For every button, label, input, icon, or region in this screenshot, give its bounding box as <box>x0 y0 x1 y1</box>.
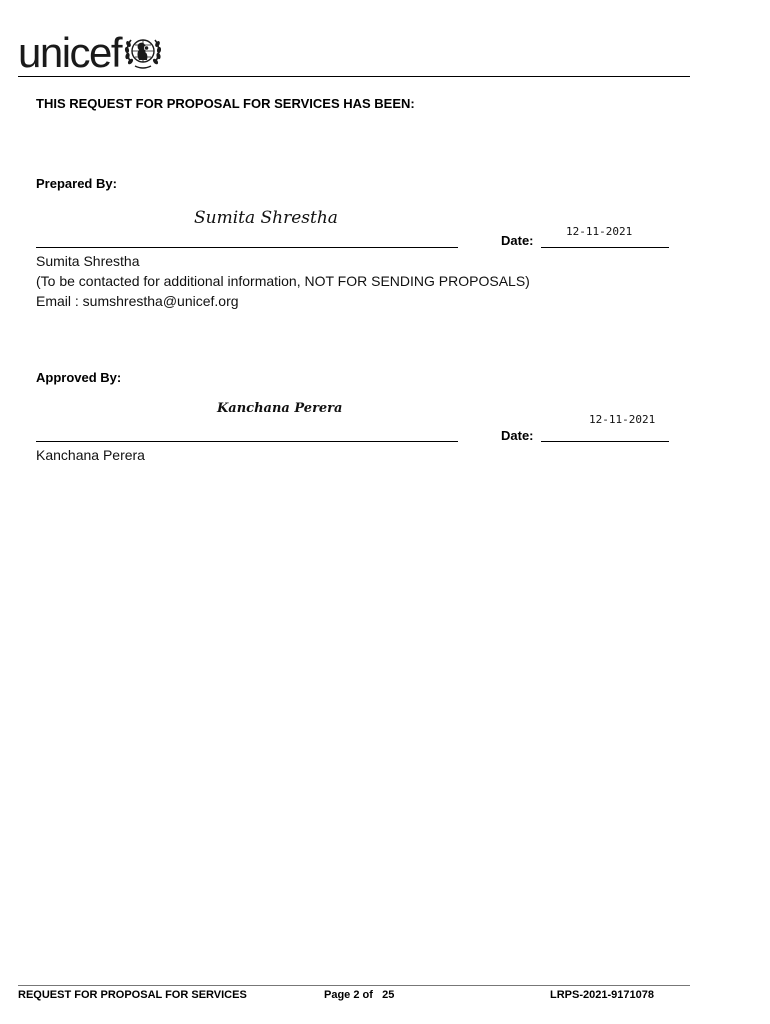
prepared-date-line <box>541 247 669 248</box>
document-heading: THIS REQUEST FOR PROPOSAL FOR SERVICES HAS BEEN: <box>36 96 415 111</box>
logo-wordmark: unicef <box>18 29 122 76</box>
header-divider <box>18 76 690 77</box>
prepared-signature-line <box>36 247 458 248</box>
footer-document-title: REQUEST FOR PROPOSAL FOR SERVICES <box>18 989 247 1001</box>
prepared-date-value: 12-11-2021 <box>566 225 633 238</box>
approved-name: Kanchana Perera <box>36 447 145 463</box>
approved-signature-line <box>36 441 458 442</box>
prepared-signature: Sumita Shrestha <box>194 208 338 228</box>
approved-signature: Kanchana Perera <box>217 401 343 416</box>
unicef-logo <box>18 28 163 74</box>
prepared-name: Sumita Shrestha <box>36 253 140 269</box>
footer-divider <box>18 985 690 986</box>
prepared-email: Email : sumshrestha@unicef.org <box>36 293 239 309</box>
footer-page-number: Page 2 of 25 <box>324 989 395 1001</box>
prepared-date-label: Date: <box>501 233 534 248</box>
prepared-by-label: Prepared By: <box>36 176 117 191</box>
approved-date-line <box>541 441 669 442</box>
approved-by-label: Approved By: <box>36 370 122 385</box>
approved-date-value: 12-11-2021 <box>589 413 656 426</box>
unicef-emblem-icon <box>123 32 163 72</box>
prepared-contact-note: (To be contacted for additional information, NOT FOR SENDING PROPOSALS) <box>36 273 530 289</box>
footer-reference-number: LRPS-2021-9171078 <box>550 989 654 1001</box>
approved-date-label: Date: <box>501 428 534 443</box>
